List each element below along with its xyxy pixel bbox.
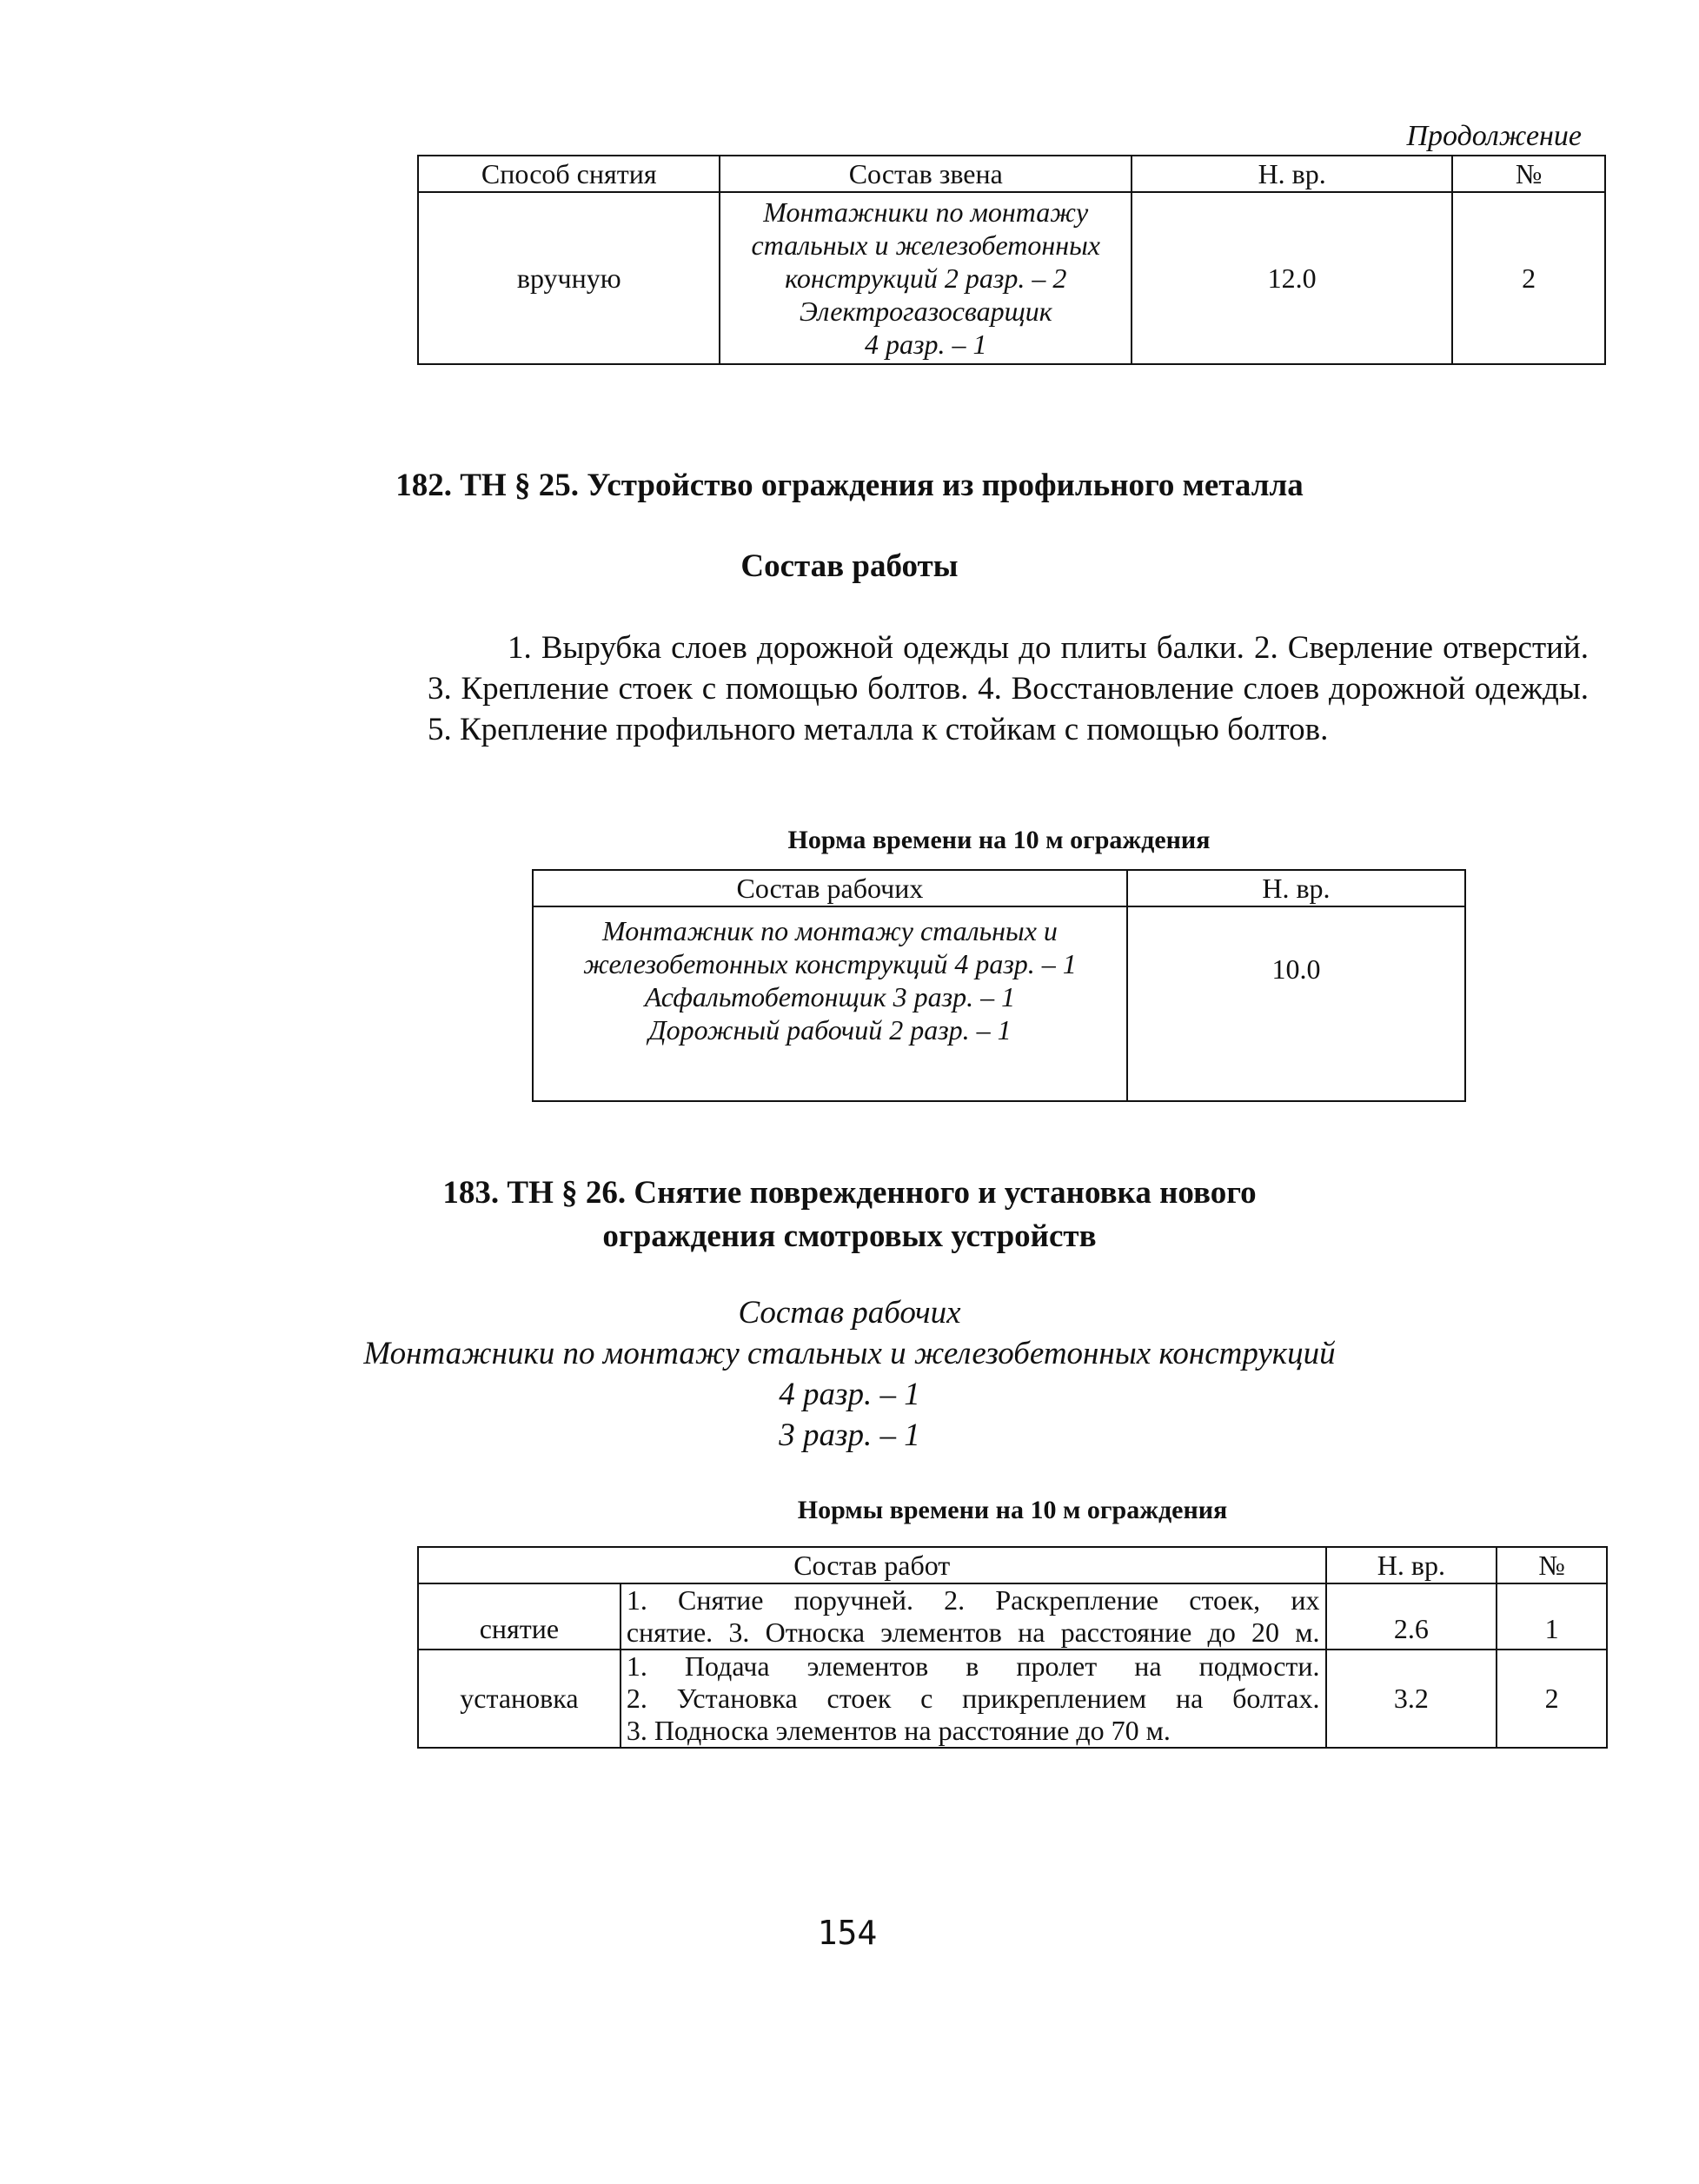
table-row: [418, 1583, 1607, 1650]
number-cell: 2: [1452, 192, 1605, 364]
work-description: [428, 627, 1589, 750]
continuation-label: Продолжение: [1406, 120, 1582, 152]
section-183-title-line1: 183. ТН § 26. Снятие поврежденного и установка нового: [442, 1175, 1257, 1211]
crew-line: конструкций 2 разр. – 2: [785, 262, 1067, 294]
method-cell: вручную: [418, 192, 720, 364]
operation-description: [621, 1650, 1326, 1748]
time-cell: 10.0: [1127, 906, 1465, 1101]
crew-line: Монтажник по монтажу стальных и: [601, 915, 1058, 946]
crew-line: 4 разр. – 1: [865, 329, 987, 360]
time-cell: 3.2: [1326, 1650, 1497, 1748]
crew-line: Монтажники по монтажу стальных и железобетонных конструкций: [363, 1336, 1336, 1371]
crew-line: Монтажники по монтажу: [763, 196, 1089, 228]
table-header-row: [533, 870, 1465, 906]
header-time: Н. вр.: [1326, 1547, 1497, 1583]
table-caption: Нормы времени на 10 м ограждения: [797, 1496, 1228, 1524]
operation-name: снятие: [418, 1583, 621, 1650]
table-row: [418, 1650, 1607, 1748]
work-text: 1. Вырубка слоев дорожной одежды до плиты балки. 2. Сверление отверстий. 3. Крепление стоек с помощью болтов. 4. Восстановление слоев дорожной одежды. 5. Крепление профильного металла к стойкам с помощью болтов.: [428, 630, 1589, 747]
work-heading: Состав работы: [740, 548, 959, 584]
page-number: 154: [817, 1914, 878, 1952]
header-number: №: [1497, 1547, 1607, 1583]
crew-line: железобетонных конструкций 4 разр. – 1: [583, 948, 1077, 979]
crew-line: Дорожный рабочий 2 разр. – 1: [648, 1014, 1012, 1046]
table-row: [418, 192, 1605, 364]
number-cell: 2: [1497, 1650, 1607, 1748]
description-line: снятие. 3. Относка элементов на расстояние до 20 м.: [626, 1616, 1320, 1648]
norm-table-182: [532, 869, 1466, 1102]
section-183-title-line2: ограждения смотровых устройств: [602, 1218, 1097, 1254]
header-method: Способ снятия: [418, 156, 720, 192]
header-workers: Состав рабочих: [533, 870, 1127, 906]
description-line: 1. Подача элементов в пролет на подмости.: [626, 1650, 1320, 1682]
norm-table-183: [417, 1546, 1608, 1749]
header-work: Состав работ: [418, 1547, 1326, 1583]
header-time: Н. вр.: [1127, 870, 1465, 906]
time-cell: 2.6: [1326, 1583, 1497, 1650]
crew-line: 4 разр. – 1: [779, 1377, 920, 1412]
time-cell: 12.0: [1132, 192, 1452, 364]
operation-description: [621, 1583, 1326, 1650]
header-time: Н. вр.: [1132, 156, 1452, 192]
crew-line: Асфальтобетонщик 3 разр. – 1: [644, 981, 1016, 1012]
continuation-table: [417, 155, 1606, 365]
section-182-title: 182. ТН § 25. Устройство ограждения из профильного металла: [395, 468, 1304, 503]
header-number: №: [1452, 156, 1605, 192]
operation-name: установка: [418, 1650, 621, 1748]
table-caption: Норма времени на 10 м ограждения: [787, 826, 1211, 854]
crew-heading: Состав рабочих: [738, 1295, 961, 1331]
description-line: 2. Установка стоек с прикреплением на болтах.: [626, 1683, 1320, 1714]
header-crew: Состав звена: [720, 156, 1132, 192]
crew-line: 3 разр. – 1: [779, 1417, 920, 1453]
table-header-row: [418, 156, 1605, 192]
crew-cell: [720, 192, 1132, 364]
description-line: 3. Подноска элементов на расстояние до 70 м.: [626, 1715, 1171, 1746]
number-cell: 1: [1497, 1583, 1607, 1650]
description-line: 1. Снятие поручней. 2. Раскрепление стоек, их: [626, 1584, 1320, 1616]
crew-line: Электрогазосварщик: [799, 295, 1052, 327]
table-row: [533, 906, 1465, 1101]
crew-cell: [533, 906, 1127, 1101]
table-header-row: [418, 1547, 1607, 1583]
crew-line: стальных и железобетонных: [751, 229, 1100, 261]
